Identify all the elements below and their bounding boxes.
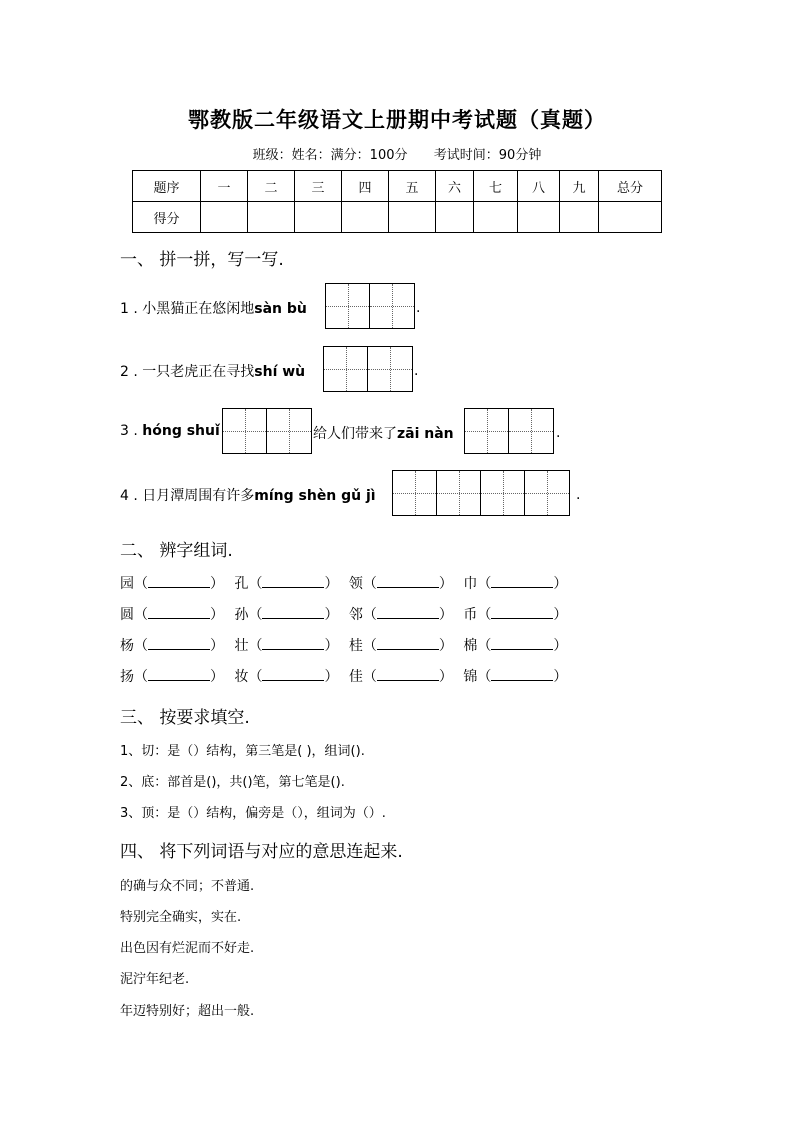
word-item: 孔（ ） — [234, 576, 339, 592]
character: 佳 — [348, 669, 363, 685]
writing-cell[interactable] — [370, 284, 414, 328]
writing-cell[interactable] — [509, 409, 553, 453]
score-input-cell[interactable] — [201, 202, 248, 233]
section1-heading: 一、 拼一拼，写一写. — [120, 250, 284, 270]
word-item: 币（ ） — [463, 607, 568, 623]
writing-cell[interactable] — [465, 409, 509, 453]
answer-blank[interactable] — [148, 668, 210, 681]
answer-blank[interactable] — [148, 575, 210, 588]
score-header-cell: 九 — [560, 171, 599, 202]
score-input-cell[interactable] — [389, 202, 436, 233]
character: 孙 — [234, 607, 249, 623]
section4-heading: 四、 将下列词语与对应的意思连起来. — [120, 842, 403, 862]
question-end: . — [576, 487, 581, 503]
answer-blank[interactable] — [262, 637, 324, 650]
character: 棉 — [463, 638, 478, 654]
word-item: 圆（ ） — [120, 607, 224, 623]
fill-line: 3、顶：是（）结构，偏旁是（），组词为（）. — [120, 806, 386, 821]
match-line: 出色因有烂泥而不好走. — [120, 941, 255, 956]
writing-grid[interactable] — [222, 408, 312, 454]
score-header-cell: 五 — [389, 171, 436, 202]
character: 扬 — [120, 669, 134, 685]
question-number: 4 . — [120, 488, 138, 504]
answer-blank[interactable] — [377, 606, 439, 619]
score-header-cell: 八 — [518, 171, 560, 202]
score-input-cell[interactable] — [295, 202, 342, 233]
score-input-cell[interactable] — [474, 202, 518, 233]
character: 妆 — [234, 669, 249, 685]
answer-blank[interactable] — [148, 606, 210, 619]
writing-cell[interactable] — [324, 347, 368, 391]
answer-blank[interactable] — [491, 575, 553, 588]
section2-heading: 二、 辨字组词. — [120, 541, 233, 561]
score-input-cell[interactable] — [436, 202, 474, 233]
character: 币 — [463, 607, 478, 623]
word-row — [120, 604, 573, 624]
match-line: 的确与众不同；不普通. — [120, 879, 255, 894]
answer-blank[interactable] — [148, 637, 210, 650]
question-number: 2 . — [120, 364, 138, 380]
character: 邻 — [348, 607, 363, 623]
score-header-cell: 一 — [201, 171, 248, 202]
score-input-cell[interactable] — [248, 202, 295, 233]
word-item: 壮（ ） — [234, 638, 339, 654]
answer-blank[interactable] — [262, 575, 324, 588]
question-number: 3 . — [120, 423, 138, 439]
character: 领 — [348, 576, 363, 592]
pinyin: míng shèn gǔ jì — [254, 488, 376, 504]
score-header-cell: 二 — [248, 171, 295, 202]
word-item: 孙（ ） — [234, 607, 339, 623]
word-item: 妆（ ） — [234, 669, 339, 685]
fill-line: 1、切：是（）结构，第三笔是( )，组词(). — [120, 744, 365, 759]
writing-cell[interactable] — [267, 409, 311, 453]
character: 杨 — [120, 638, 134, 654]
question-text: 日月潭周围有许多 — [142, 488, 255, 504]
answer-blank[interactable] — [491, 606, 553, 619]
fill-line: 2、底：部首是()，共()笔，第七笔是(). — [120, 775, 345, 790]
score-header-cell: 三 — [295, 171, 342, 202]
word-item: 领（ ） — [348, 576, 453, 592]
exam-info-class: 班级：姓名：满分：100分 — [252, 148, 408, 163]
writing-grid[interactable] — [323, 346, 413, 392]
writing-cell[interactable] — [393, 471, 437, 515]
score-input-cell[interactable] — [342, 202, 389, 233]
question-3-middle — [313, 423, 454, 443]
question-3 — [120, 423, 220, 439]
pinyin: sàn bù — [254, 301, 307, 317]
character: 壮 — [234, 638, 249, 654]
match-line: 年迈特别好；超出一般. — [120, 1004, 255, 1019]
question-text: 一只老虎正在寻找 — [142, 364, 255, 380]
question-2 — [120, 361, 305, 381]
word-item: 锦（ ） — [463, 669, 568, 685]
word-row — [120, 666, 573, 686]
match-line: 泥泞年纪老. — [120, 972, 190, 987]
writing-grid[interactable] — [325, 283, 415, 329]
answer-blank[interactable] — [377, 575, 439, 588]
score-header-cell: 七 — [474, 171, 518, 202]
writing-cell[interactable] — [525, 471, 569, 515]
section3-heading: 三、 按要求填空. — [120, 708, 250, 728]
word-item: 佳（ ） — [348, 669, 453, 685]
word-row — [120, 573, 573, 593]
character: 园 — [120, 576, 134, 592]
word-item: 巾（ ） — [463, 576, 568, 592]
word-row — [120, 635, 573, 655]
character: 圆 — [120, 607, 134, 623]
word-item: 桂（ ） — [348, 638, 453, 654]
writing-cell[interactable] — [223, 409, 267, 453]
score-header-cell: 四 — [342, 171, 389, 202]
question-text: 给人们带来了 — [313, 426, 397, 442]
question-end: . — [414, 363, 419, 379]
score-header-cell: 题序 — [133, 171, 201, 202]
score-table — [132, 170, 662, 233]
writing-grid[interactable] — [464, 408, 554, 454]
score-header-cell: 六 — [436, 171, 474, 202]
writing-cell[interactable] — [437, 471, 481, 515]
score-table-score-row — [133, 202, 662, 233]
question-end: . — [416, 300, 421, 316]
writing-cell[interactable] — [481, 471, 525, 515]
word-item: 园（ ） — [120, 576, 224, 592]
writing-cell[interactable] — [368, 347, 412, 391]
question-number: 1 . — [120, 301, 138, 317]
question-4 — [120, 485, 376, 505]
score-input-cell[interactable] — [560, 202, 599, 233]
question-text: 小黑猫正在悠闲地 — [142, 301, 255, 317]
word-item: 邻（ ） — [348, 607, 453, 623]
writing-cell[interactable] — [326, 284, 370, 328]
score-input-cell[interactable] — [599, 202, 662, 233]
question-end: . — [556, 425, 561, 441]
word-item: 扬（ ） — [120, 669, 224, 685]
score-table-header-row — [133, 171, 662, 202]
answer-blank[interactable] — [262, 668, 324, 681]
word-item: 棉（ ） — [463, 638, 568, 654]
answer-blank[interactable] — [491, 637, 553, 650]
character: 孔 — [234, 576, 249, 592]
answer-blank[interactable] — [377, 668, 439, 681]
answer-blank[interactable] — [491, 668, 553, 681]
character: 桂 — [348, 638, 363, 654]
question-1 — [120, 298, 307, 318]
answer-blank[interactable] — [262, 606, 324, 619]
exam-info — [0, 144, 794, 163]
word-item: 杨（ ） — [120, 638, 224, 654]
pinyin: shí wù — [254, 364, 306, 380]
answer-blank[interactable] — [377, 637, 439, 650]
exam-info-time: 考试时间：90分钟 — [433, 148, 542, 163]
character: 巾 — [463, 576, 478, 592]
match-line: 特别完全确实，实在. — [120, 910, 242, 925]
writing-grid[interactable] — [392, 470, 570, 516]
score-row-label: 得分 — [133, 202, 201, 233]
page-title: 鄂教版二年级语文上册期中考试题（真题） — [188, 107, 606, 132]
score-header-cell: 总分 — [599, 171, 662, 202]
score-input-cell[interactable] — [518, 202, 560, 233]
pinyin: hóng shuǐ — [142, 423, 220, 439]
character: 锦 — [463, 669, 478, 685]
pinyin: zāi nàn — [397, 426, 454, 442]
